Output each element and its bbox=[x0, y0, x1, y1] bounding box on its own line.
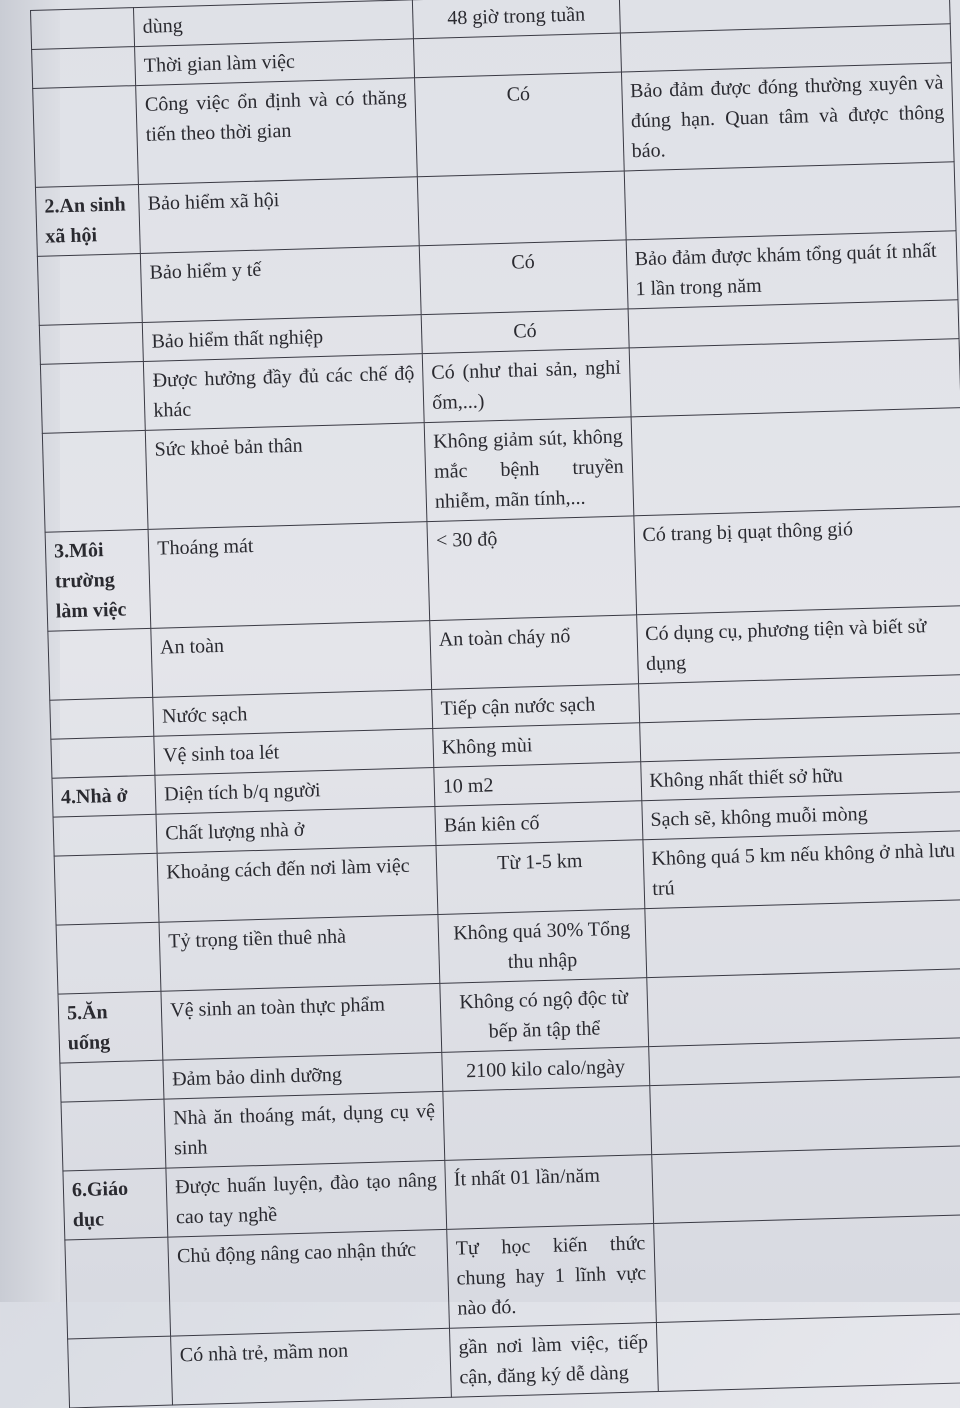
category-cell bbox=[31, 8, 135, 50]
note-cell bbox=[649, 1076, 960, 1154]
criteria-table bbox=[30, 0, 960, 1408]
item-cell: Công việc ổn định và có thăng tiến theo thời gian bbox=[136, 78, 417, 185]
value-cell bbox=[414, 33, 622, 78]
category-cell bbox=[68, 1336, 173, 1408]
item-cell: Bảo hiểm xã hội bbox=[139, 177, 420, 254]
item-cell: Chủ động nâng cao nhận thức bbox=[168, 1229, 449, 1336]
category-cell bbox=[51, 736, 155, 778]
category-cell: 5.Ăn uống bbox=[58, 991, 163, 1063]
item-cell: Vệ sinh toa lét bbox=[154, 729, 434, 776]
item-cell: Chất lượng nhà ở bbox=[156, 807, 436, 854]
category-cell: 3.Môi trường làm việc bbox=[45, 529, 151, 631]
value-cell: Có (như thai sản, nghỉ ốm,...) bbox=[422, 348, 630, 423]
value-cell: Không quá 30% Tổng thu nhập bbox=[438, 909, 646, 984]
note-cell: Bảo đảm được khám tổng quát ít nhất 1 lần trong năm bbox=[626, 231, 958, 309]
item-cell: Vệ sinh an toàn thực phẩm bbox=[161, 983, 442, 1060]
value-cell bbox=[417, 171, 625, 246]
note-cell bbox=[644, 899, 960, 977]
item-cell: Thời gian làm việc bbox=[135, 39, 415, 86]
category-cell bbox=[33, 86, 139, 188]
value-cell: Từ 1-5 km bbox=[436, 840, 644, 915]
category-cell: 2.An sinh xã hội bbox=[35, 185, 140, 257]
category-cell bbox=[50, 697, 154, 739]
value-cell: Không giảm sút, không mắc bệnh truyền nhiễm, mãn tính,... bbox=[424, 417, 633, 522]
note-cell bbox=[646, 968, 960, 1046]
value-cell: < 30 độ bbox=[427, 516, 636, 621]
category-cell: 6.Giáo dục bbox=[63, 1168, 168, 1240]
value-cell: gần nơi làm việc, tiếp cận, đăng ký dễ dàng bbox=[450, 1323, 658, 1398]
value-cell: Có bbox=[421, 309, 629, 354]
category-cell bbox=[65, 1237, 171, 1339]
note-cell: Sạch sẽ, không muỗi mòng bbox=[641, 792, 960, 840]
item-cell: Thoáng mát bbox=[148, 522, 429, 629]
note-cell bbox=[653, 1214, 960, 1322]
category-cell: 4.Nhà ở bbox=[52, 775, 156, 817]
value-cell: Có bbox=[419, 240, 627, 315]
item-cell: Khoảng cách đến nơi làm việc bbox=[157, 845, 438, 922]
value-cell: Bán kiên cố bbox=[435, 801, 643, 846]
value-cell: Không có ngộ độc từ bếp ăn tập thể bbox=[440, 978, 648, 1053]
category-cell bbox=[39, 322, 143, 364]
value-cell: Tự học kiến thức chung hay 1 lĩnh vực nào đó. bbox=[447, 1224, 656, 1329]
category-cell bbox=[54, 853, 159, 925]
item-cell: Sức khoẻ bản thân bbox=[146, 423, 427, 530]
category-cell bbox=[61, 1099, 166, 1171]
note-cell: Có dụng cụ, phương tiện và biết sử dụng bbox=[636, 606, 960, 684]
value-cell: An toàn cháy nổ bbox=[430, 615, 638, 690]
item-cell: An toàn bbox=[151, 621, 432, 698]
value-cell: Ít nhất 01 lần/năm bbox=[445, 1155, 653, 1230]
value-cell: 48 giờ trong tuần bbox=[412, 0, 620, 39]
note-cell bbox=[629, 339, 960, 417]
note-cell bbox=[624, 162, 956, 240]
category-cell bbox=[40, 361, 145, 433]
category-cell bbox=[56, 922, 161, 994]
note-cell bbox=[631, 408, 960, 516]
note-cell: Bảo đảm được đóng thường xuyên và đúng hạn. Quan tâm và được thông báo. bbox=[621, 63, 954, 171]
item-cell: Nước sạch bbox=[153, 690, 433, 737]
item-cell: Tỷ trọng tiền thuê nhà bbox=[159, 914, 440, 991]
category-cell bbox=[53, 814, 157, 856]
note-cell: Không nhất thiết sở hữu bbox=[640, 753, 960, 801]
item-cell: Được huấn luyện, đào tạo nâng cao tay nghề bbox=[166, 1160, 447, 1237]
note-cell: Có trang bị quạt thông gió bbox=[633, 507, 960, 615]
item-cell: Bảo hiểm y tế bbox=[141, 246, 422, 323]
value-cell: 2100 kilo calo/ngày bbox=[442, 1047, 650, 1092]
value-cell: Có bbox=[415, 72, 624, 177]
value-cell: Tiếp cận nước sạch bbox=[432, 684, 640, 729]
category-cell bbox=[37, 254, 142, 326]
item-cell: Diện tích b/q người bbox=[155, 768, 435, 815]
item-cell: Được hưởng đầy đủ các chế độ khác bbox=[144, 354, 425, 431]
note-cell: Không quá 5 km nếu không ở nhà lưu trú bbox=[642, 830, 960, 908]
note-cell bbox=[656, 1313, 960, 1391]
category-cell bbox=[48, 628, 153, 700]
item-cell: Nhà ăn thoáng mát, dụng cụ vệ sinh bbox=[164, 1091, 445, 1168]
item-cell: Có nhà trẻ, mầm non bbox=[171, 1328, 452, 1405]
value-cell: 10 m2 bbox=[434, 762, 642, 807]
item-cell: Đảm bảo dinh dưỡng bbox=[163, 1052, 443, 1099]
category-cell bbox=[42, 430, 148, 532]
item-cell: dùng bbox=[134, 0, 414, 47]
note-cell bbox=[651, 1145, 960, 1223]
item-cell: Bảo hiểm thất nghiệp bbox=[143, 315, 423, 362]
value-cell: Không mùi bbox=[433, 723, 641, 768]
category-cell bbox=[32, 47, 136, 89]
value-cell bbox=[443, 1086, 651, 1161]
category-cell bbox=[60, 1060, 164, 1102]
